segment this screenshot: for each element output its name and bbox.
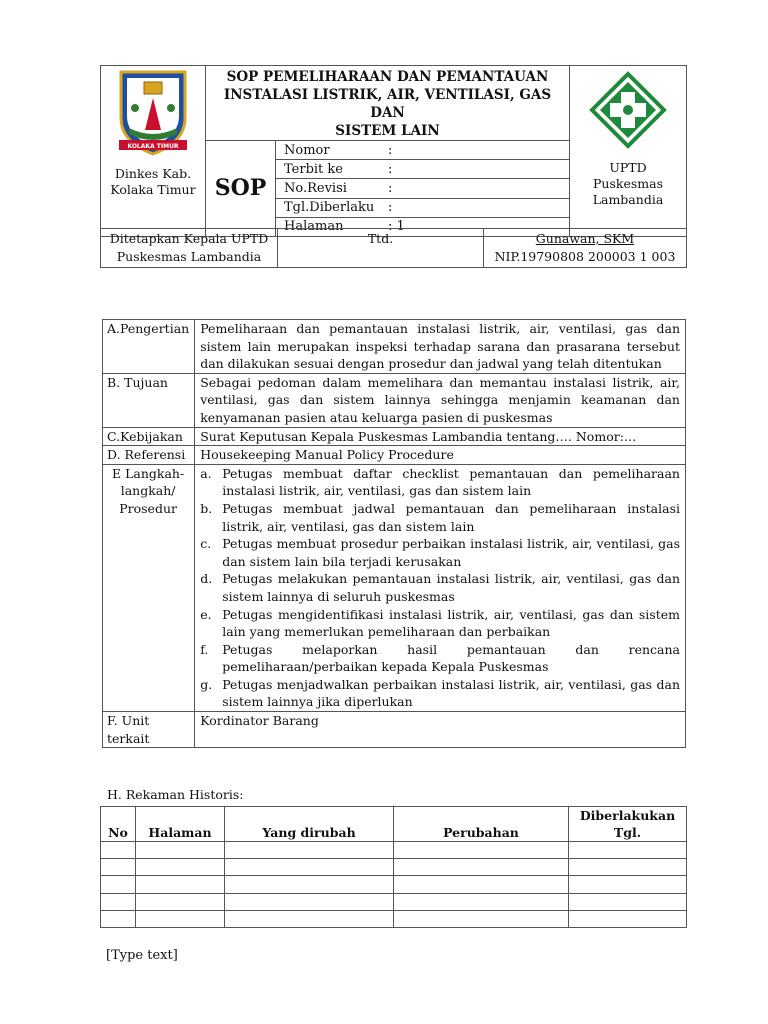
table-row [101, 842, 687, 859]
col-halaman: Halaman [136, 807, 225, 842]
sop-label: SOP [206, 141, 276, 237]
sop-title: SOP PEMELIHARAAN DAN PEMANTAUAN INSTALASI LISTRIK, AIR, VENTILASI, GAS DAN SISTEM LAIN [206, 66, 570, 141]
text-tujuan: Sebagai pedoman dalam memelihara dan memantau instalasi listrik, air, ventilasi, gas dan sistem lainnya sehingga menjamin keamanan dan kenyamanan pasien atau keluarga pasien di puskesmas [195, 373, 686, 427]
list-item: d. Petugas melakukan pemantauan instalasi listrik, air, ventilasi, gas dan sistem lainnya di seluruh puskesmas [200, 571, 680, 604]
meta-nomor: Nomor : [276, 141, 569, 160]
label-langkah: E Langkah- langkah/ Prosedur [103, 464, 195, 711]
row-unit [103, 712, 686, 748]
sop-content-table [102, 319, 686, 748]
label-kebijakan: C.Kebijakan [103, 427, 195, 446]
table-row [101, 893, 687, 910]
approval-table [100, 228, 687, 268]
puskesmas-cell [570, 66, 687, 237]
col-yang-dirubah: Yang dirubah [225, 807, 394, 842]
col-perubahan: Perubahan [394, 807, 569, 842]
puskesmas-logo-icon [588, 70, 668, 150]
sop-header-table [100, 65, 687, 237]
row-langkah [103, 464, 686, 711]
label-pengertian: A.Pengertian [103, 320, 195, 374]
kolaka-timur-emblem [115, 68, 191, 158]
list-item: f. Petugas melaporkan hasil pemantauan dan rencana pemeliharaan/perbaikan kepada Kepala Puskesmas [200, 641, 680, 675]
list-item: b. Petugas membuat jadwal pemantauan dan pemeliharaan instalasi listrik, air, ventilasi, gas dan sistem lain [200, 500, 680, 534]
col-diberlakukan: Diberlakukan Tgl. [569, 807, 687, 842]
footer-placeholder-text: [Type text] [106, 948, 178, 963]
approval-left: Ditetapkan Kepala UPTD Puskesmas Lambandia [101, 229, 278, 268]
meta-halaman: Halaman : 1 [284, 219, 405, 235]
dinkes-name: Dinkes Kab. Kolaka Timur [110, 166, 196, 197]
row-referensi [103, 446, 686, 465]
signer-name: Gunawan, SKM [535, 231, 635, 246]
table-row [101, 876, 687, 893]
signer-nip: NIP.19790808 200003 1 003 [494, 249, 676, 264]
row-kebijakan [103, 427, 686, 446]
row-tujuan [103, 373, 686, 427]
document-meta [276, 141, 570, 237]
list-item: e. Petugas mengidentifikasi instalasi listrik, air, ventilasi, gas dan sistem lain yang memerlukan pemeliharaan dan perbaikan [200, 606, 680, 640]
text-unit: Kordinator Barang [195, 712, 686, 748]
label-referensi: D. Referensi [103, 446, 195, 465]
row-pengertian [103, 320, 686, 374]
emblem-banner-text: KOLAKA TIMUR [127, 143, 179, 150]
list-item: c. Petugas membuat prosedur perbaikan instalasi listrik, air, ventilasi, gas dan sistem lain bila terjadi kerusakan [200, 536, 680, 569]
approval-signer [484, 229, 687, 268]
meta-terbit: Terbit ke : [276, 160, 569, 179]
rekaman-header-row [101, 807, 687, 842]
steps-list [200, 465, 680, 711]
rekaman-title: H. Rekaman Historis: [107, 787, 244, 802]
table-row [101, 910, 687, 927]
text-kebijakan: Surat Keputusan Kepala Puskesmas Lambandia tentang…. Nomor:… [195, 427, 686, 446]
text-referensi: Housekeeping Manual Policy Procedure [195, 446, 686, 465]
col-no: No [101, 807, 136, 842]
table-row [101, 859, 687, 876]
label-tujuan: B. Tujuan [103, 373, 195, 427]
label-unit: F. Unit terkait [103, 712, 195, 748]
meta-revisi: No.Revisi : [276, 179, 569, 198]
steps-cell [195, 464, 686, 711]
approval-ttd: Ttd. [278, 229, 484, 268]
rekaman-table [100, 806, 687, 928]
list-item: a. Petugas membuat daftar checklist pemantauan dan pemeliharaan instalasi listrik, air, ventilasi, gas dan sistem lain [200, 465, 680, 499]
list-item: g. Petugas menjadwalkan perbaikan instalasi listrik, air, ventilasi, gas dan sistem lainnya jika diperlukan [200, 676, 680, 710]
meta-tanggal: Tgl.Diberlaku : [276, 199, 569, 218]
uptd-name: UPTD Puskesmas Lambandia [592, 160, 664, 207]
dinkes-cell [101, 66, 206, 237]
text-pengertian: Pemeliharaan dan pemantauan instalasi listrik, air, ventilasi, gas dan sistem lain merupakan inspeksi terhadap sarana dan prasarana tersebut dan dilakukan sesuai dengan prosedur dan jadwal yang telah ditentukan [195, 320, 686, 374]
